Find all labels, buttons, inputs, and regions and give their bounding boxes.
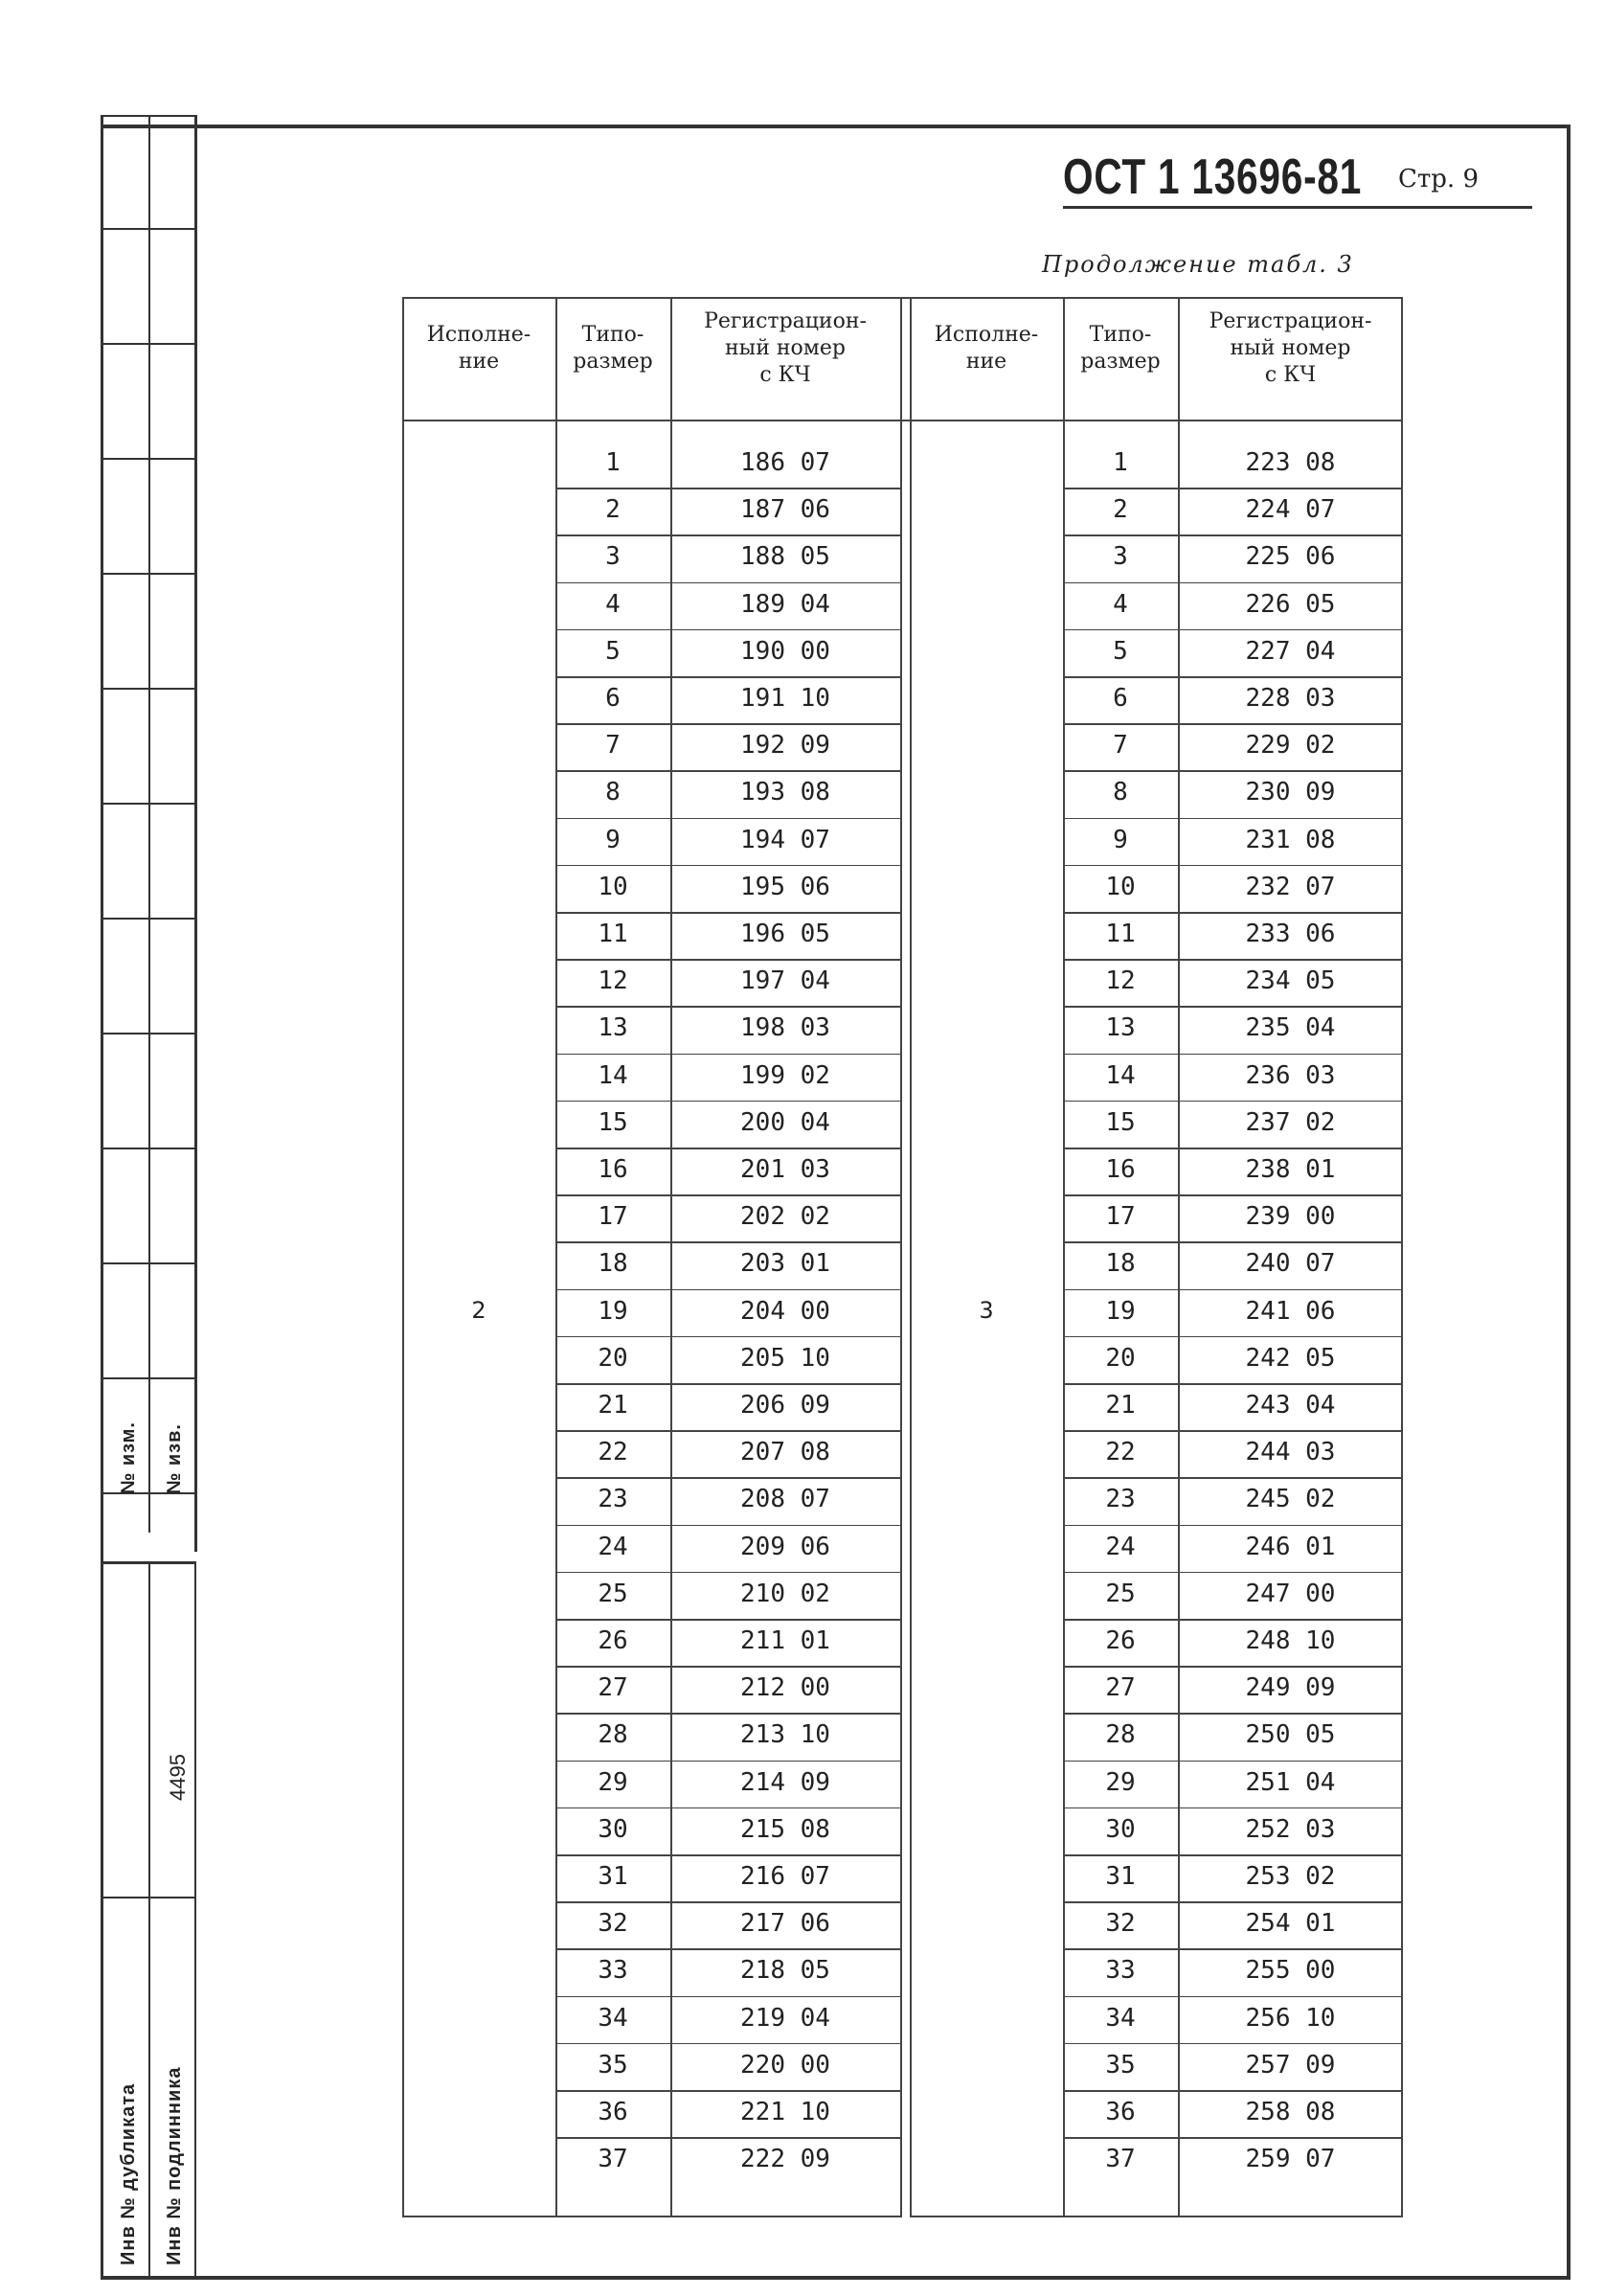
table-cell-reg-number: 212 00 [740, 1673, 830, 1703]
row-separator [1063, 629, 1403, 631]
table-cell-type: 27 [1105, 1673, 1136, 1703]
table-cell-reg-number: 236 03 [1245, 1060, 1336, 1090]
header-type-left: Типо- размер [573, 323, 653, 374]
table-cell-reg-number: 227 04 [1245, 636, 1336, 666]
row-separator [555, 912, 900, 914]
table-cell-reg-number: 215 08 [740, 1814, 830, 1844]
inv-dup-label: Инв № дубликата [118, 2082, 139, 2265]
row-separator [555, 818, 900, 820]
table-cell-reg-number: 230 09 [1245, 778, 1336, 807]
table-cell-reg-number: 190 00 [740, 636, 830, 666]
table-cell-reg-number: 240 07 [1245, 1249, 1336, 1279]
row-separator [1063, 1054, 1403, 1056]
row-separator [555, 959, 900, 961]
table-cell-type: 11 [1105, 920, 1136, 948]
row-separator [1063, 1241, 1403, 1243]
row-separator [1063, 1761, 1403, 1762]
table-cell-reg-number: 216 07 [740, 1862, 830, 1891]
row-separator [555, 2043, 900, 2045]
table-cell-reg-number: 214 09 [740, 1767, 830, 1797]
table-cell-reg-number: 243 04 [1245, 1391, 1336, 1420]
row-separator [1063, 2090, 1403, 2092]
row-separator [555, 1996, 900, 1998]
row-separator [1063, 818, 1403, 820]
row-separator [1063, 534, 1403, 536]
table-cell-reg-number: 249 09 [1245, 1673, 1336, 1703]
table-cell-type: 30 [1105, 1814, 1136, 1844]
table-cell-reg-number: 193 08 [740, 778, 830, 807]
table-cell-reg-number: 222 09 [740, 2145, 830, 2174]
table-cell-reg-number: 224 07 [1245, 495, 1336, 525]
row-separator [1063, 1666, 1403, 1668]
row-separator [555, 534, 900, 536]
table-cell-reg-number: 203 01 [740, 1249, 830, 1279]
table-cell-type: 25 [598, 1579, 628, 1608]
table-cell-type: 2 [605, 495, 621, 525]
row-separator [1063, 1289, 1403, 1291]
table-cell-reg-number: 254 01 [1245, 1909, 1336, 1939]
table-cell-reg-number: 248 10 [1245, 1626, 1336, 1655]
table-cell-reg-number: 187 06 [740, 495, 830, 525]
table-cell-type: 1 [605, 448, 621, 477]
table-cell-type: 30 [598, 1814, 628, 1844]
table-cell-reg-number: 257 09 [1245, 2050, 1336, 2080]
table-cell-reg-number: 252 03 [1245, 1814, 1336, 1844]
change-no-label: № изм. [118, 1421, 139, 1494]
table-cell-type: 24 [1105, 1532, 1136, 1561]
table-cell-reg-number: 191 10 [740, 684, 830, 713]
row-separator [555, 629, 900, 631]
row-separator [555, 1807, 900, 1809]
table-cell-reg-number: 199 02 [740, 1060, 830, 1090]
table-cell-type: 1 [1113, 448, 1128, 477]
table-cell-reg-number: 251 04 [1245, 1767, 1336, 1797]
table-cell-type: 17 [598, 1202, 628, 1232]
table-bottom-border-right [910, 2216, 1403, 2217]
row-separator [555, 676, 900, 678]
row-separator [555, 1572, 900, 1574]
row-separator [555, 1619, 900, 1621]
table-cell-reg-number: 195 06 [740, 872, 830, 901]
table-cell-reg-number: 231 08 [1245, 825, 1336, 854]
row-separator [1063, 2043, 1403, 2045]
row-separator [1063, 1336, 1403, 1338]
row-separator [1063, 1713, 1403, 1715]
table-cell-type: 34 [1105, 2003, 1136, 2033]
row-separator [555, 1761, 900, 1762]
table-cell-reg-number: 209 06 [740, 1532, 830, 1561]
column-border [402, 297, 404, 2217]
row-separator [555, 1054, 900, 1056]
column-border [900, 297, 902, 2217]
table-cell-reg-number: 206 09 [740, 1391, 830, 1420]
row-separator [1063, 488, 1403, 489]
table-cell-reg-number: 197 04 [740, 966, 830, 996]
row-separator [1063, 865, 1403, 867]
table-cell-reg-number: 208 07 [740, 1485, 830, 1514]
row-separator [555, 723, 900, 725]
row-separator [555, 488, 900, 489]
table-cell-type: 17 [1105, 1202, 1136, 1232]
version-value: 2 [471, 1296, 486, 1324]
row-separator [1063, 1807, 1403, 1809]
table-cell-type: 29 [1105, 1767, 1136, 1797]
table-cell-type: 35 [598, 2050, 628, 2080]
table-cell-type: 5 [605, 636, 621, 666]
row-separator [1063, 676, 1403, 678]
table-cell-reg-number: 210 02 [740, 1579, 830, 1608]
table-cell-type: 25 [1105, 1579, 1136, 1608]
table-cell-type: 31 [1105, 1862, 1136, 1891]
row-separator [555, 1430, 900, 1432]
table-cell-type: 23 [1105, 1485, 1136, 1514]
table-cell-reg-number: 186 07 [740, 448, 830, 477]
table-cell-reg-number: 188 05 [740, 542, 830, 572]
row-separator [555, 1525, 900, 1527]
table-cell-type: 24 [598, 1532, 628, 1561]
header-version-right: Исполне- ние [934, 323, 1039, 374]
table-cell-type: 7 [1113, 731, 1128, 761]
table-cell-reg-number: 202 02 [740, 1202, 830, 1232]
table-cell-type: 9 [605, 825, 621, 854]
row-separator [1063, 1430, 1403, 1432]
table-cell-type: 13 [1105, 1013, 1136, 1043]
table-cell-type: 28 [598, 1720, 628, 1750]
row-separator [555, 1336, 900, 1338]
table-bottom-border-left [402, 2216, 900, 2217]
table-cell-type: 14 [1105, 1060, 1136, 1090]
row-separator [555, 1948, 900, 1950]
row-separator [1063, 1996, 1403, 1998]
row-separator [1063, 959, 1403, 961]
table-cell-type: 36 [1105, 2098, 1136, 2126]
table-cell-type: 3 [1113, 542, 1128, 572]
row-separator [1063, 1854, 1403, 1856]
row-separator [1063, 1572, 1403, 1574]
row-separator [555, 1148, 900, 1149]
header-reg-right: Регистрацион- ный номер с КЧ [1209, 309, 1372, 387]
table-cell-reg-number: 253 02 [1245, 1862, 1336, 1891]
registration-table [402, 297, 1403, 2217]
table-cell-reg-number: 192 09 [740, 731, 830, 761]
table-cell-type: 6 [1113, 684, 1128, 713]
header-type-right: Типо- размер [1080, 323, 1161, 374]
row-separator [1063, 1006, 1403, 1008]
table-cell-type: 15 [598, 1107, 628, 1137]
table-cell-reg-number: 226 05 [1245, 589, 1336, 619]
table-cell-reg-number: 220 00 [740, 2050, 830, 2080]
table-cell-type: 18 [1105, 1249, 1136, 1279]
table-cell-type: 27 [598, 1673, 628, 1703]
inv-orig-label: Инв № подлинника [164, 2066, 185, 2265]
table-cell-reg-number: 198 03 [740, 1013, 830, 1043]
table-cell-type: 8 [1113, 778, 1128, 807]
table-cell-type: 33 [598, 1956, 628, 1986]
table-cell-reg-number: 246 01 [1245, 1532, 1336, 1561]
table-cell-reg-number: 201 03 [740, 1155, 830, 1184]
table-cell-type: 19 [1105, 1296, 1136, 1326]
table-cell-type: 10 [1105, 872, 1136, 901]
row-separator [555, 1101, 900, 1103]
table-cell-reg-number: 250 05 [1245, 1720, 1336, 1750]
table-cell-type: 18 [598, 1249, 628, 1279]
table-cell-reg-number: 238 01 [1245, 1155, 1336, 1184]
row-separator [1063, 2137, 1403, 2139]
table-cell-type: 5 [1113, 636, 1128, 666]
table-cell-type: 10 [598, 872, 628, 901]
row-separator [555, 1477, 900, 1479]
table-cell-reg-number: 217 06 [740, 1909, 830, 1939]
stamp-strip [101, 115, 196, 2280]
row-separator [1063, 1619, 1403, 1621]
table-cell-reg-number: 218 05 [740, 1956, 830, 1986]
table-cell-reg-number: 219 04 [740, 2003, 830, 2033]
table-cell-type: 28 [1105, 1720, 1136, 1750]
header-version-left: Исполне- ние [426, 323, 531, 374]
row-separator [555, 1241, 900, 1243]
table-cell-type: 19 [598, 1296, 628, 1326]
table-cell-type: 4 [605, 589, 621, 619]
table-cell-reg-number: 239 00 [1245, 1202, 1336, 1232]
row-separator [1063, 723, 1403, 725]
row-separator [555, 865, 900, 867]
row-separator [1063, 582, 1403, 584]
table-cell-type: 4 [1113, 589, 1128, 619]
table-cell-reg-number: 242 05 [1245, 1343, 1336, 1373]
table-cell-type: 13 [598, 1013, 628, 1043]
version-value: 3 [979, 1296, 994, 1324]
document-code: ОСТ 1 13696-81 [1063, 149, 1363, 205]
row-separator [1063, 1148, 1403, 1149]
table-cell-reg-number: 228 03 [1245, 684, 1336, 713]
table-cell-type: 22 [1105, 1438, 1136, 1467]
table-cell-type: 20 [598, 1343, 628, 1373]
header-underline [1063, 206, 1532, 209]
table-cell-reg-number: 194 07 [740, 825, 830, 854]
table-cell-type: 34 [598, 2003, 628, 2033]
table-cell-type: 12 [1105, 966, 1136, 996]
table-cell-type: 3 [605, 542, 621, 572]
table-cell-reg-number: 211 01 [740, 1626, 830, 1655]
table-cell-reg-number: 241 06 [1245, 1296, 1336, 1326]
table-cell-type: 35 [1105, 2050, 1136, 2080]
table-cell-type: 20 [1105, 1343, 1136, 1373]
table-cell-type: 29 [598, 1767, 628, 1797]
table-cell-reg-number: 205 10 [740, 1343, 830, 1373]
row-separator [1063, 770, 1403, 772]
row-separator [555, 1713, 900, 1715]
table-top-border [402, 297, 1403, 299]
table-cell-reg-number: 221 10 [740, 2098, 830, 2126]
row-separator [555, 1901, 900, 1903]
table-cell-type: 32 [598, 1909, 628, 1939]
page-number: Стр. 9 [1398, 165, 1479, 193]
row-separator [555, 1006, 900, 1008]
table-cell-reg-number: 213 10 [740, 1720, 830, 1750]
table-cell-reg-number: 234 05 [1245, 966, 1336, 996]
row-separator [1063, 1901, 1403, 1903]
table-cell-reg-number: 232 07 [1245, 872, 1336, 901]
row-separator [1063, 1525, 1403, 1527]
table-cell-reg-number: 200 04 [740, 1107, 830, 1137]
column-border [910, 297, 912, 2217]
row-separator [555, 2137, 900, 2139]
table-cell-type: 2 [1113, 495, 1128, 525]
table-cell-reg-number: 247 00 [1245, 1579, 1336, 1608]
table-cell-type: 21 [1105, 1391, 1136, 1420]
table-cell-reg-number: 196 05 [740, 920, 830, 948]
header-reg-left: Регистрацион- ный номер с КЧ [704, 309, 867, 387]
table-cell-type: 14 [598, 1060, 628, 1090]
table-cell-type: 26 [598, 1626, 628, 1655]
table-cell-reg-number: 255 00 [1245, 1956, 1336, 1986]
row-separator [1063, 1477, 1403, 1479]
table-cell-type: 12 [598, 966, 628, 996]
table-cell-reg-number: 229 02 [1245, 731, 1336, 761]
table-cell-reg-number: 189 04 [740, 589, 830, 619]
row-separator [555, 770, 900, 772]
row-separator [1063, 1194, 1403, 1196]
row-separator [555, 2090, 900, 2092]
header-bottom-border [402, 420, 1403, 421]
table-cell-type: 16 [1105, 1155, 1136, 1184]
row-separator [555, 1666, 900, 1668]
table-cell-type: 8 [605, 778, 621, 807]
row-separator [1063, 1948, 1403, 1950]
table-cell-reg-number: 256 10 [1245, 2003, 1336, 2033]
row-separator [1063, 1101, 1403, 1103]
table-cell-reg-number: 245 02 [1245, 1485, 1336, 1514]
inv-value: 4495 [166, 1754, 190, 1801]
table-cell-reg-number: 225 06 [1245, 542, 1336, 572]
row-separator [555, 1194, 900, 1196]
table-cell-type: 6 [605, 684, 621, 713]
table-cell-reg-number: 233 06 [1245, 920, 1336, 948]
table-cell-type: 31 [598, 1862, 628, 1891]
row-separator [555, 1289, 900, 1291]
table-cell-reg-number: 207 08 [740, 1438, 830, 1467]
row-separator [555, 582, 900, 584]
table-cell-type: 15 [1105, 1107, 1136, 1137]
table-cell-reg-number: 237 02 [1245, 1107, 1336, 1137]
row-separator [555, 1383, 900, 1385]
table-cell-reg-number: 258 08 [1245, 2098, 1336, 2126]
table-cell-type: 36 [598, 2098, 628, 2126]
notice-no-label: № изв. [164, 1423, 185, 1494]
table-cell-reg-number: 235 04 [1245, 1013, 1336, 1043]
table-cell-type: 26 [1105, 1626, 1136, 1655]
row-separator [1063, 1383, 1403, 1385]
table-cell-type: 21 [598, 1391, 628, 1420]
table-cell-type: 9 [1113, 825, 1128, 854]
table-cell-type: 7 [605, 731, 621, 761]
table-cell-type: 33 [1105, 1956, 1136, 1986]
row-separator [1063, 912, 1403, 914]
table-cell-type: 16 [598, 1155, 628, 1184]
table-continuation-title: Продолжение табл. 3 [1042, 251, 1354, 278]
table-cell-type: 23 [598, 1485, 628, 1514]
table-cell-reg-number: 259 07 [1245, 2145, 1336, 2174]
table-cell-type: 22 [598, 1438, 628, 1467]
row-separator [555, 1854, 900, 1856]
table-cell-type: 37 [598, 2145, 628, 2174]
table-cell-type: 11 [598, 920, 628, 948]
table-cell-reg-number: 204 00 [740, 1296, 830, 1326]
table-cell-reg-number: 223 08 [1245, 448, 1336, 477]
table-cell-reg-number: 244 03 [1245, 1438, 1336, 1467]
table-cell-type: 37 [1105, 2145, 1136, 2174]
table-cell-type: 32 [1105, 1909, 1136, 1939]
